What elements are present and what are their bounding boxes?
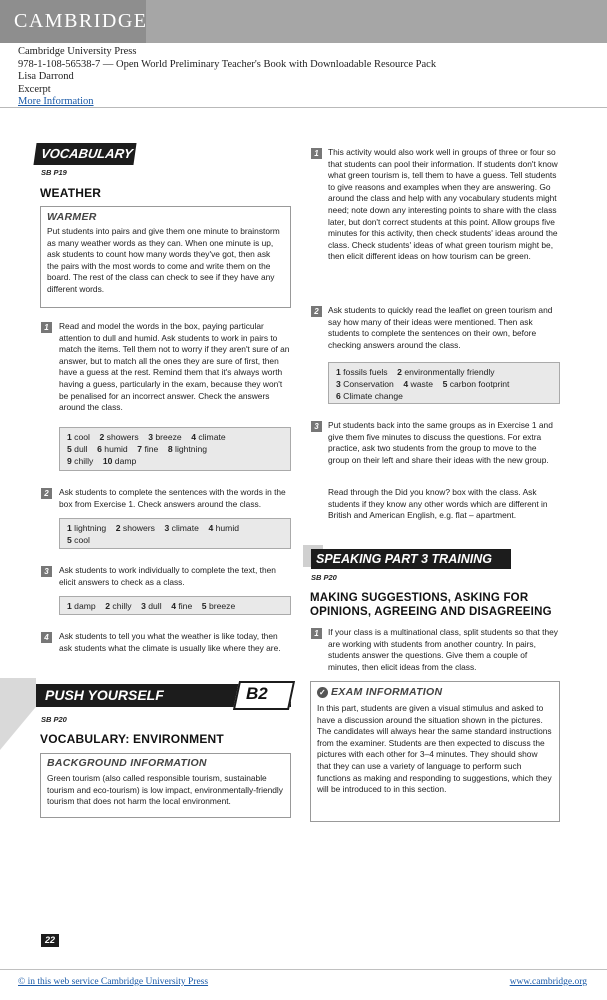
push-yourself-accent <box>0 678 36 750</box>
speaking-exercise-1-text: If your class is a multinational class, split students so that they are working with students from another country. In pairs, students answer the questions. Give them a couple of minutes, then elicit ideas from the class. <box>328 627 558 672</box>
vocabulary-banner-label: VOCABULARY <box>40 146 134 161</box>
page-number: 22 <box>41 934 59 947</box>
excerpt-label: Excerpt <box>18 83 51 95</box>
answer-line: 1 lightning 2 showers 3 climate 4 humid <box>67 523 240 533</box>
footer-divider <box>0 969 607 970</box>
green-tourism-exercise-2-text: Ask students to quickly read the leaflet on green tourism and say how many of their ideas were mentioned. Then ask students to complete the sentences on their own, before checking answers around the class. <box>328 305 553 350</box>
push-sb-ref: SB P20 <box>41 715 67 724</box>
answer-line: 1 damp 2 chilly 3 dull 4 fine 5 breeze <box>67 601 236 611</box>
answer-line: 5 cool <box>67 535 90 545</box>
exercise-number: 3 <box>311 421 322 432</box>
speaking-sb-ref: SB P20 <box>311 573 337 582</box>
exercise-number: 1 <box>41 322 52 333</box>
isbn-line: 978-1-108-56538-7 — Open World Preliminary Teacher's Book with Downloadable Resource Pack <box>18 58 437 70</box>
warmer-text: Put students into pairs and give them one minute to brainstorm as many weather words as they can. When one minute is up, ask students to count how many words they've got, then ask the pairs with the most words to come and write them on the board. The rest of the class can check to see if they have any different words. <box>47 226 280 294</box>
logo-box <box>0 0 146 43</box>
green-tourism-exercise-3-text: Put students back into the same groups as in Exercise 1 and give them five minutes to discuss the questions. For extra practice, ask two students from the group to move to the group on their left and share their ideas with the new group. <box>328 420 553 465</box>
warmer-title: WARMER <box>47 211 97 223</box>
exercise-1-text: Read and model the words in the box, paying particular attention to dull and humid. Ask students to work in pairs to match the items. Tell them not to worry if they aren't sure of an answer, but to match all the ones they are sure of first, then have a guess at the rest. Remind them that it's always worth having a guess, particularly in the exam, because they won't be penalised for an incorrect answer. Check the answers around the class. <box>59 321 290 413</box>
exercise-number: 1 <box>311 628 322 639</box>
push-yourself-label: PUSH YOURSELF <box>45 687 164 703</box>
checkmark-icon: ✓ <box>318 687 326 697</box>
exercise-number: 2 <box>41 488 52 499</box>
green-tourism-answer-box <box>328 362 560 404</box>
vocabulary-environment-heading: VOCABULARY: ENVIRONMENT <box>40 732 224 746</box>
more-information-link[interactable]: More Information <box>18 96 94 107</box>
vocab-sb-ref: SB P19 <box>41 168 67 177</box>
book-metadata <box>18 46 436 109</box>
vocabulary-banner <box>33 143 136 165</box>
answer-line: 1 fossils fuels 2 environmentally friendly <box>336 367 495 377</box>
exercise-number: 3 <box>41 566 52 577</box>
exercise-3-text: Ask students to work individually to complete the text, then elicit answers to check as a class. <box>59 565 276 587</box>
answer-line: 5 dull 6 humid 7 fine 8 lightning <box>67 444 208 454</box>
background-information-title: BACKGROUND INFORMATION <box>47 757 207 769</box>
making-suggestions-heading <box>310 591 552 619</box>
copyright-link[interactable]: © in this web service Cambridge University Press <box>18 977 209 987</box>
speaking-training-label: SPEAKING PART 3 TRAINING <box>316 552 492 566</box>
exercise-3-answer-box <box>59 596 291 615</box>
background-information-text: Green tourism (also called responsible tourism, sustainable tourism and eco-tourism) is low impact, environmentally-friendly tourism that does not harm the local environment. <box>47 773 283 807</box>
exercise-2-text: Ask students to complete the sentences with the words in the box from Exercise 1. Check answers around the class. <box>59 487 286 509</box>
heading-line-2: OPINIONS, AGREEING AND DISAGREEING <box>310 606 552 618</box>
cambridge-logo: CAMBRIDGE <box>14 10 148 32</box>
exercise-number: 1 <box>311 148 322 159</box>
green-tourism-exercise-1-text: This activity would also work well in groups of three or four so that students can pool their information. If students don't know what green tourism is, tell them to have a guess. Tell students to give reasons and examples when they are answering. Go around the class and help with any vocabulary students might need; note down any interesting points to share with the class later, but don't correct students at this point. Allow groups five minutes for this activity, then check students' ideas around the class. Check students' ideas of what green tourism might be, then elicit different ideas on how tourism can be green. <box>328 147 558 262</box>
exercise-2-answer-box <box>59 518 291 549</box>
answer-line: 6 Climate change <box>336 391 403 401</box>
exercise-number: 4 <box>41 632 52 643</box>
exam-information-box <box>310 681 560 822</box>
heading-line-1: MAKING SUGGESTIONS, ASKING FOR <box>310 592 529 604</box>
exam-information-title: EXAM INFORMATION <box>331 686 443 698</box>
speaking-training-banner <box>311 549 511 569</box>
exam-information-text: In this part, students are given a visual stimulus and asked to have a discussion around the situation shown in the pictures. The candidates will always hear the same standard instructions from the examiner. Students are then expected to discuss the pictures with each other for 3–4 minutes. They should show that they can use a variety of language to perform such functions as making and responding to suggestions, which they will be introduced to in this section. <box>317 703 552 795</box>
weather-heading: WEATHER <box>40 186 102 200</box>
header-divider <box>0 107 607 108</box>
cambridge-website-link[interactable]: www.cambridge.org <box>509 977 587 987</box>
did-you-know-note: Read through the Did you know? box with the class. Ask students if they know any other words which are different in British and American English, e.g. flat – apartment. <box>328 487 548 521</box>
background-information-box <box>40 753 291 818</box>
warmer-box <box>40 206 291 308</box>
author: Lisa Darrond <box>18 71 74 82</box>
exercise-1-answer-box <box>59 427 291 471</box>
answer-line: 1 cool 2 showers 3 breeze 4 climate <box>67 432 226 442</box>
publisher: Cambridge University Press <box>18 46 137 57</box>
level-label: B2 <box>246 684 268 703</box>
exercise-4-text: Ask students to tell you what the weather is like today, then ask students what the climate is usually like where they are. <box>59 631 281 653</box>
exercise-number: 2 <box>311 306 322 317</box>
answer-line: 3 Conservation 4 waste 5 carbon footprint <box>336 379 510 389</box>
answer-line: 9 chilly 10 damp <box>67 456 137 466</box>
exam-information-header <box>317 686 553 698</box>
